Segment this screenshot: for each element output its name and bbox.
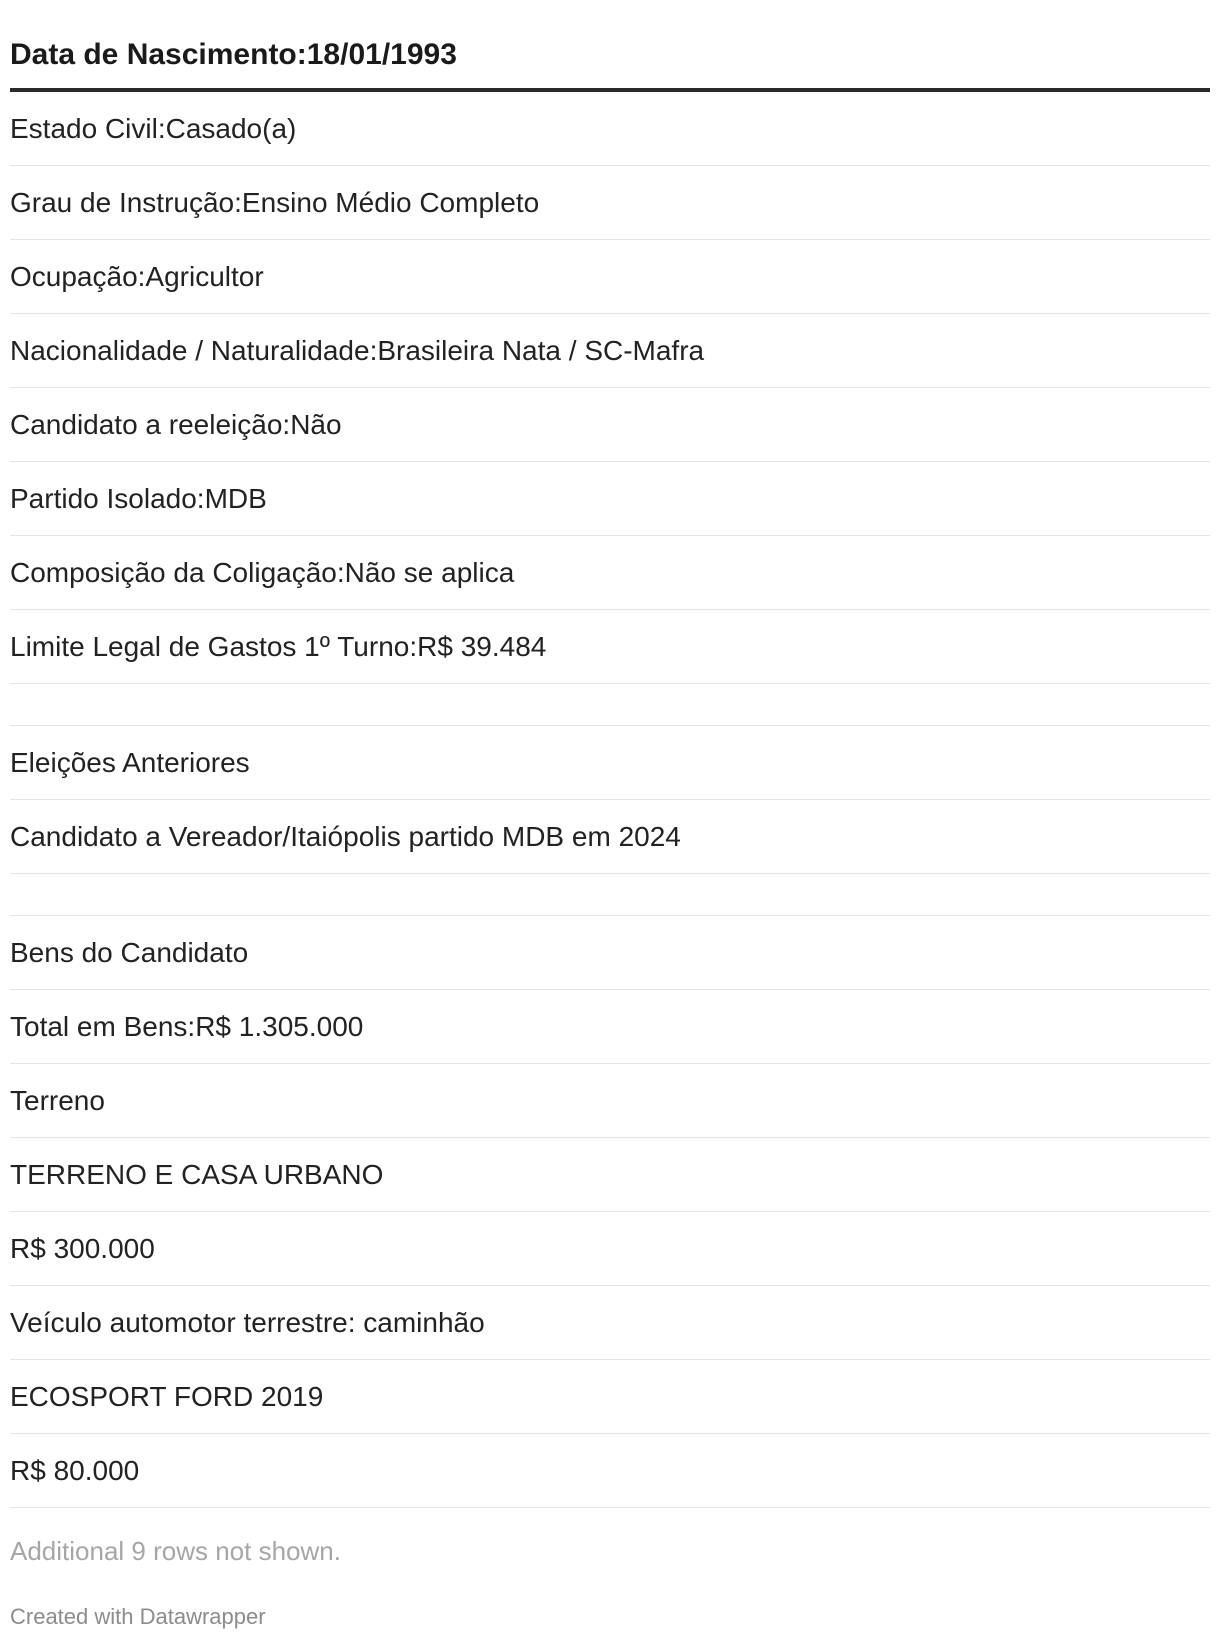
table-row bbox=[10, 726, 1210, 800]
datawrapper-credit-link[interactable]: Created with Datawrapper bbox=[10, 1604, 266, 1629]
table-row bbox=[10, 916, 1210, 990]
table-cell: Veículo automotor terrestre: caminhão bbox=[10, 1306, 485, 1338]
table-row bbox=[10, 1064, 1210, 1138]
table-row bbox=[10, 1434, 1210, 1508]
table-cell: TERRENO E CASA URBANO bbox=[10, 1158, 384, 1190]
datawrapper-table bbox=[10, 0, 1210, 1628]
table-row bbox=[10, 1212, 1210, 1286]
table-row bbox=[10, 92, 1210, 166]
table-row bbox=[10, 536, 1210, 610]
table-cell: Composição da Coligação:Não se aplica bbox=[10, 556, 515, 588]
table-row-empty bbox=[10, 684, 1210, 726]
table-row bbox=[10, 240, 1210, 314]
table-cell: Total em Bens:R$ 1.305.000 bbox=[10, 1010, 364, 1042]
table-cell: Partido Isolado:MDB bbox=[10, 482, 267, 514]
table-row bbox=[10, 800, 1210, 874]
table-cell: Ocupação:Agricultor bbox=[10, 260, 264, 292]
table-row bbox=[10, 610, 1210, 684]
table-cell: Eleições Anteriores bbox=[10, 746, 250, 778]
table-row bbox=[10, 1138, 1210, 1212]
table-cell: Terreno bbox=[10, 1084, 105, 1116]
table-cell: R$ 300.000 bbox=[10, 1232, 155, 1264]
table-row bbox=[10, 1286, 1210, 1360]
table-row bbox=[10, 166, 1210, 240]
table-row bbox=[10, 462, 1210, 536]
table-cell: Bens do Candidato bbox=[10, 936, 249, 968]
rows-hidden-note: Additional 9 rows not shown. bbox=[10, 1536, 341, 1566]
table-cell: Estado Civil:Casado(a) bbox=[10, 112, 297, 144]
table-row-empty bbox=[10, 874, 1210, 916]
table-cell: Candidato a Vereador/Itaiópolis partido MDB em 2024 bbox=[10, 820, 681, 852]
table-row bbox=[10, 1360, 1210, 1434]
table-cell: R$ 80.000 bbox=[10, 1454, 140, 1486]
table-row bbox=[10, 388, 1210, 462]
table-header bbox=[10, 0, 1210, 92]
table-header-text: Data de Nascimento:18/01/1993 bbox=[10, 38, 457, 71]
table-row bbox=[10, 990, 1210, 1064]
table-cell: Candidato a reeleição:Não bbox=[10, 408, 342, 440]
table-cell: Nacionalidade / Naturalidade:Brasileira Nata / SC-Mafra bbox=[10, 334, 705, 366]
table-cell: ECOSPORT FORD 2019 bbox=[10, 1380, 324, 1412]
table-row bbox=[10, 314, 1210, 388]
table-cell: Grau de Instrução:Ensino Médio Completo bbox=[10, 186, 540, 218]
table-cell: Limite Legal de Gastos 1º Turno:R$ 39.484 bbox=[10, 630, 547, 662]
